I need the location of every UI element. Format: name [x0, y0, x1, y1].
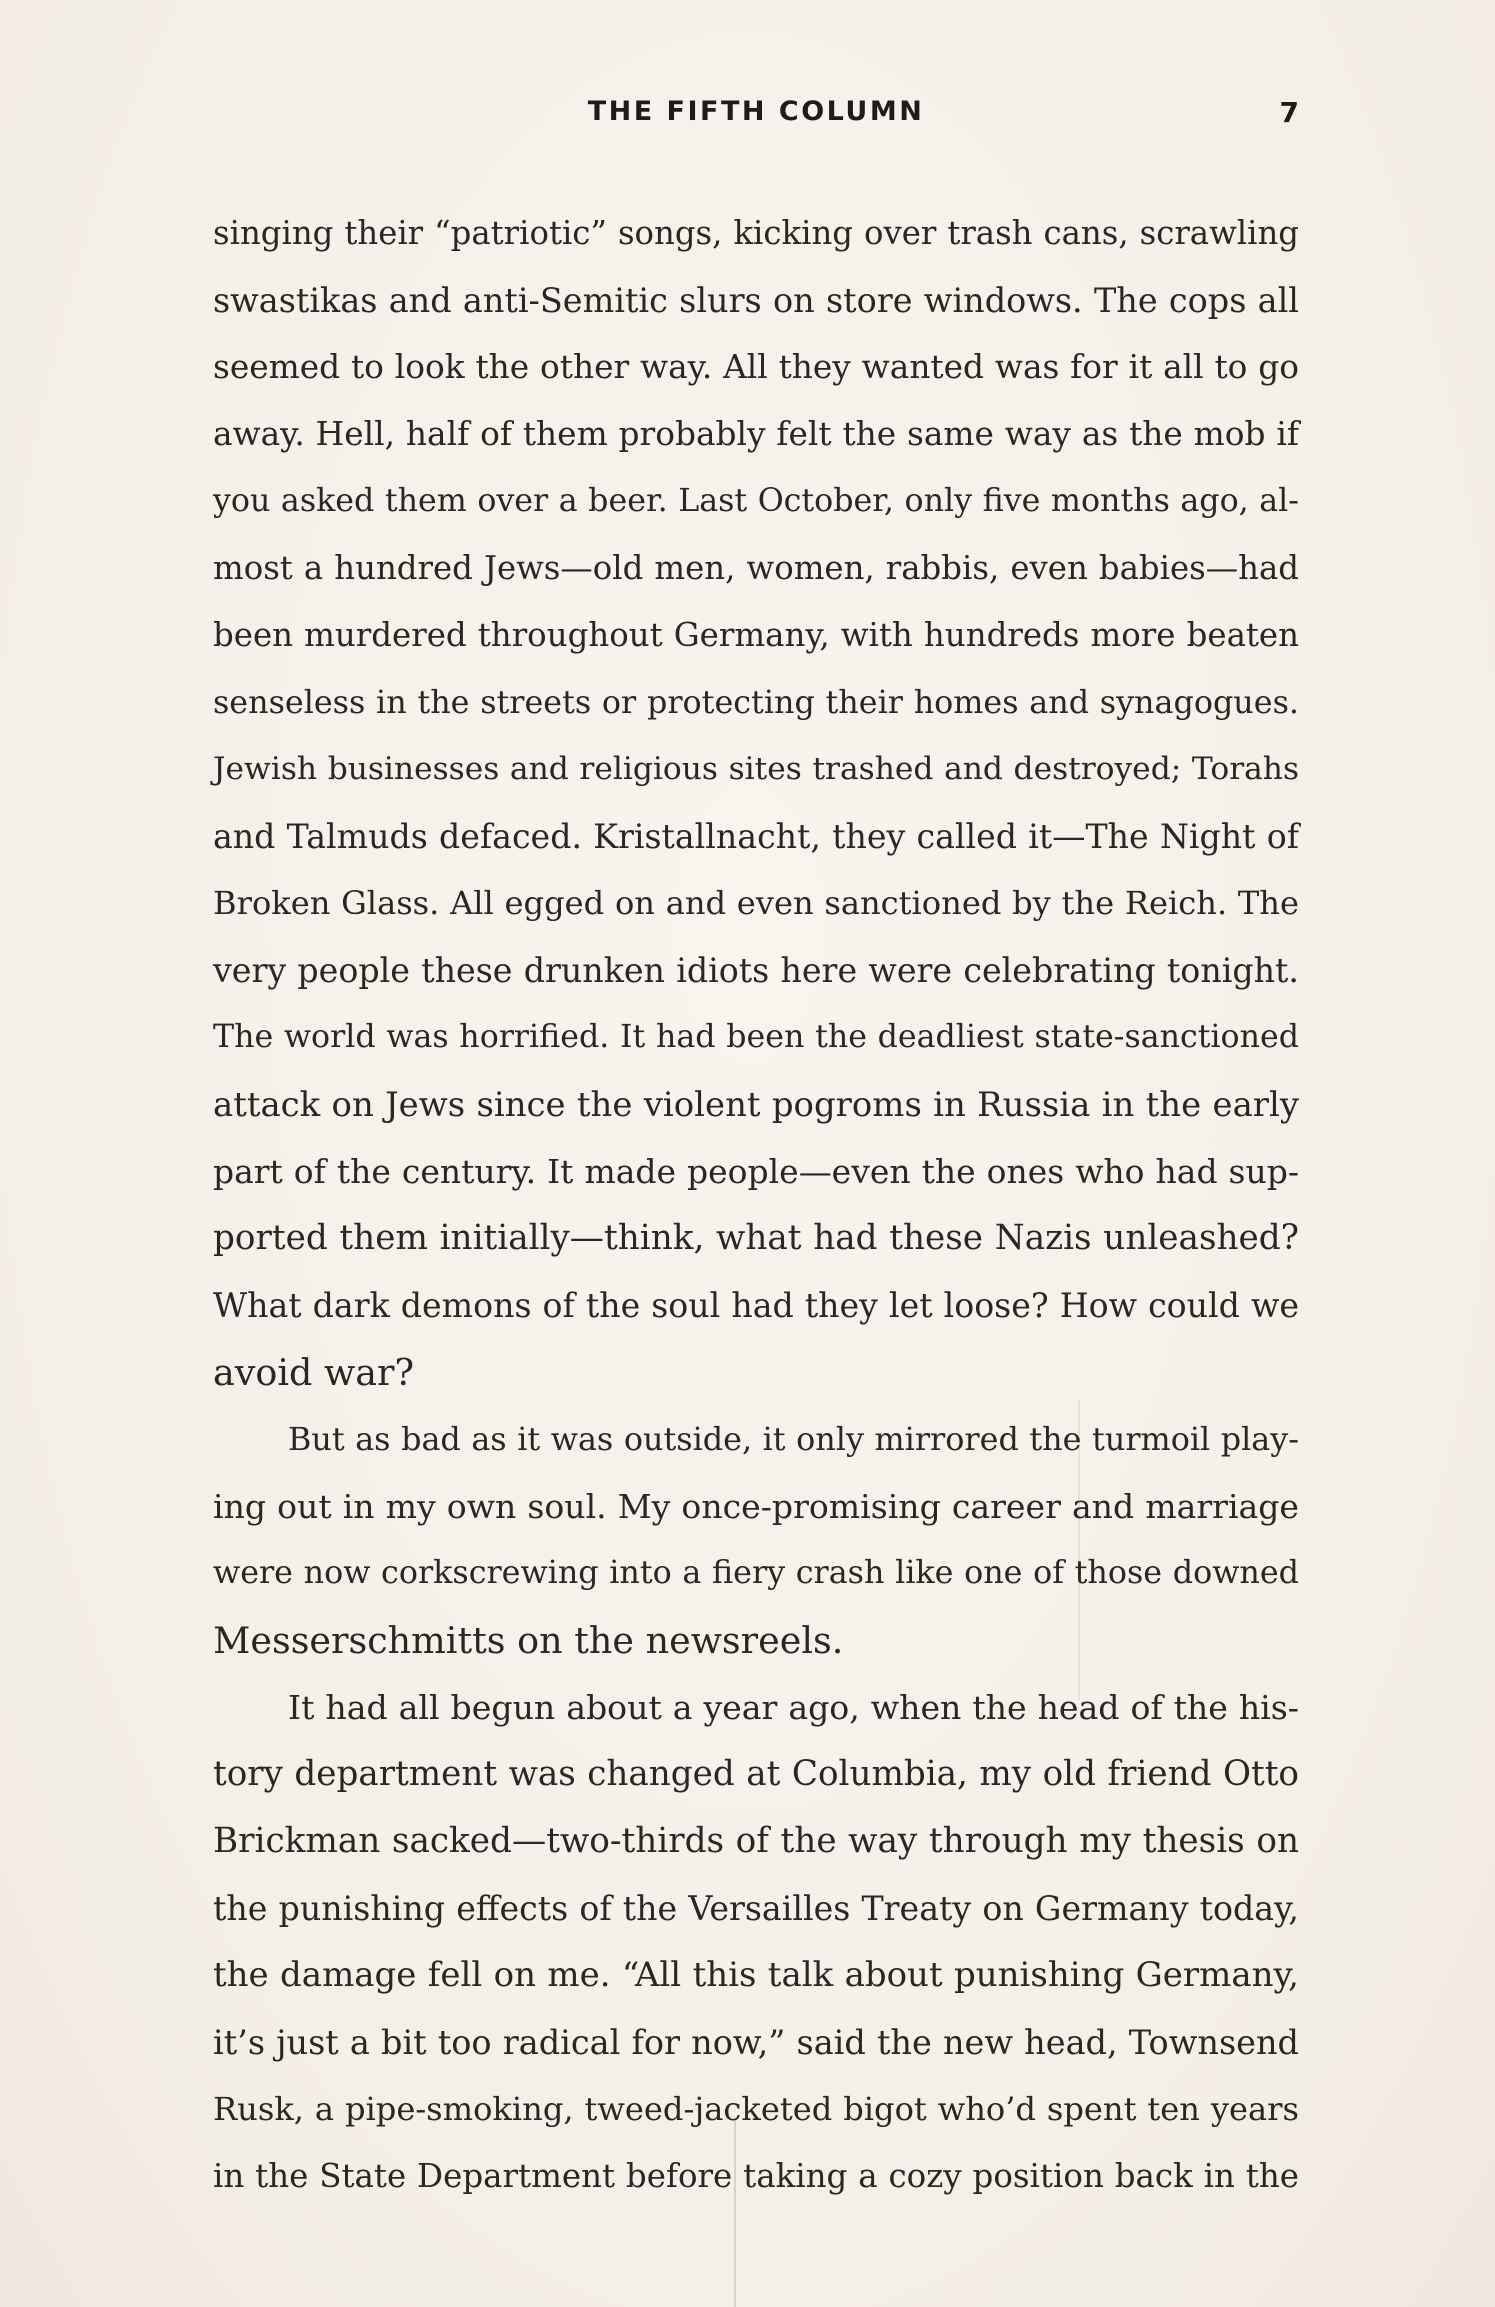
text-line: Jewish businesses and religious sites trashed and destroyed; Torahs [213, 751, 1299, 787]
text-line: senseless in the streets or protecting their homes and synagogues. [213, 684, 1299, 721]
text-line: part of the century. It made people—even the ones who had sup- [213, 1152, 1299, 1191]
running-header [213, 96, 1299, 136]
text-line: were now corkscrewing into a fiery crash like one of those downed [213, 1555, 1299, 1591]
text-line: avoid war? [213, 1351, 415, 1394]
text-line: and Talmuds defaced. Kristallnacht, they called it—The Night of [213, 817, 1299, 856]
page-number: 7 [1279, 96, 1299, 129]
text-line: It had all begun about a year ago, when the head of the his- [288, 1688, 1299, 1727]
text-line: swastikas and anti-Semitic slurs on store windows. The cops all [213, 281, 1299, 320]
text-line: very people these drunken idiots here were celebrating tonight. [213, 951, 1299, 990]
text-line: Brickman sacked—two-thirds of the way through my thesis on [213, 1821, 1299, 1861]
text-line: singing their “patriotic” songs, kicking over trash cans, scrawling [213, 214, 1299, 252]
text-line: Broken Glass. All egged on and even sanctioned by the Reich. The [213, 884, 1299, 922]
text-line: tory department was changed at Columbia, my old friend Otto [213, 1754, 1299, 1794]
text-line: the damage fell on me. “All this talk about punishing Germany, [213, 1955, 1299, 1995]
text-line: ported them initially—think, what had these Nazis unleashed? [213, 1218, 1299, 1258]
body-text [213, 200, 1299, 2210]
text-line: in the State Department before taking a cozy position back in the [213, 2157, 1299, 2195]
text-line: most a hundred Jews—old men, women, rabbis, even babies—had [213, 549, 1299, 587]
text-line: attack on Jews since the violent pogroms in Russia in the early [213, 1085, 1299, 1124]
running-title: THE FIFTH COLUMN [587, 96, 925, 127]
text-line: it’s just a bit too radical for now,” said the new head, Townsend [213, 2023, 1299, 2062]
text-line: The world was horrified. It had been the deadliest state-sanctioned [213, 1019, 1299, 1055]
text-line: ing out in my own soul. My once-promising career and marriage [213, 1487, 1299, 1526]
text-line: What dark demons of the soul had they let loose? How could we [213, 1286, 1299, 1325]
text-line: you asked them over a beer. Last October, only five months ago, al- [213, 483, 1299, 519]
text-line: Messerschmitts on the newsreels. [213, 1619, 844, 1662]
text-line: the punishing effects of the Versailles Treaty on Germany today, [213, 1889, 1299, 1928]
text-line: Rusk, a pipe-smoking, tweed-jacketed bigot who’d spent ten years [213, 2090, 1299, 2128]
text-line: seemed to look the other way. All they wanted was for it all to go [213, 348, 1299, 386]
text-line: away. Hell, half of them probably felt the same way as the mob if [213, 415, 1299, 453]
text-line: been murdered throughout Germany, with hundreds more beaten [213, 616, 1299, 654]
text-line: But as bad as it was outside, it only mirrored the turmoil play- [288, 1420, 1299, 1458]
